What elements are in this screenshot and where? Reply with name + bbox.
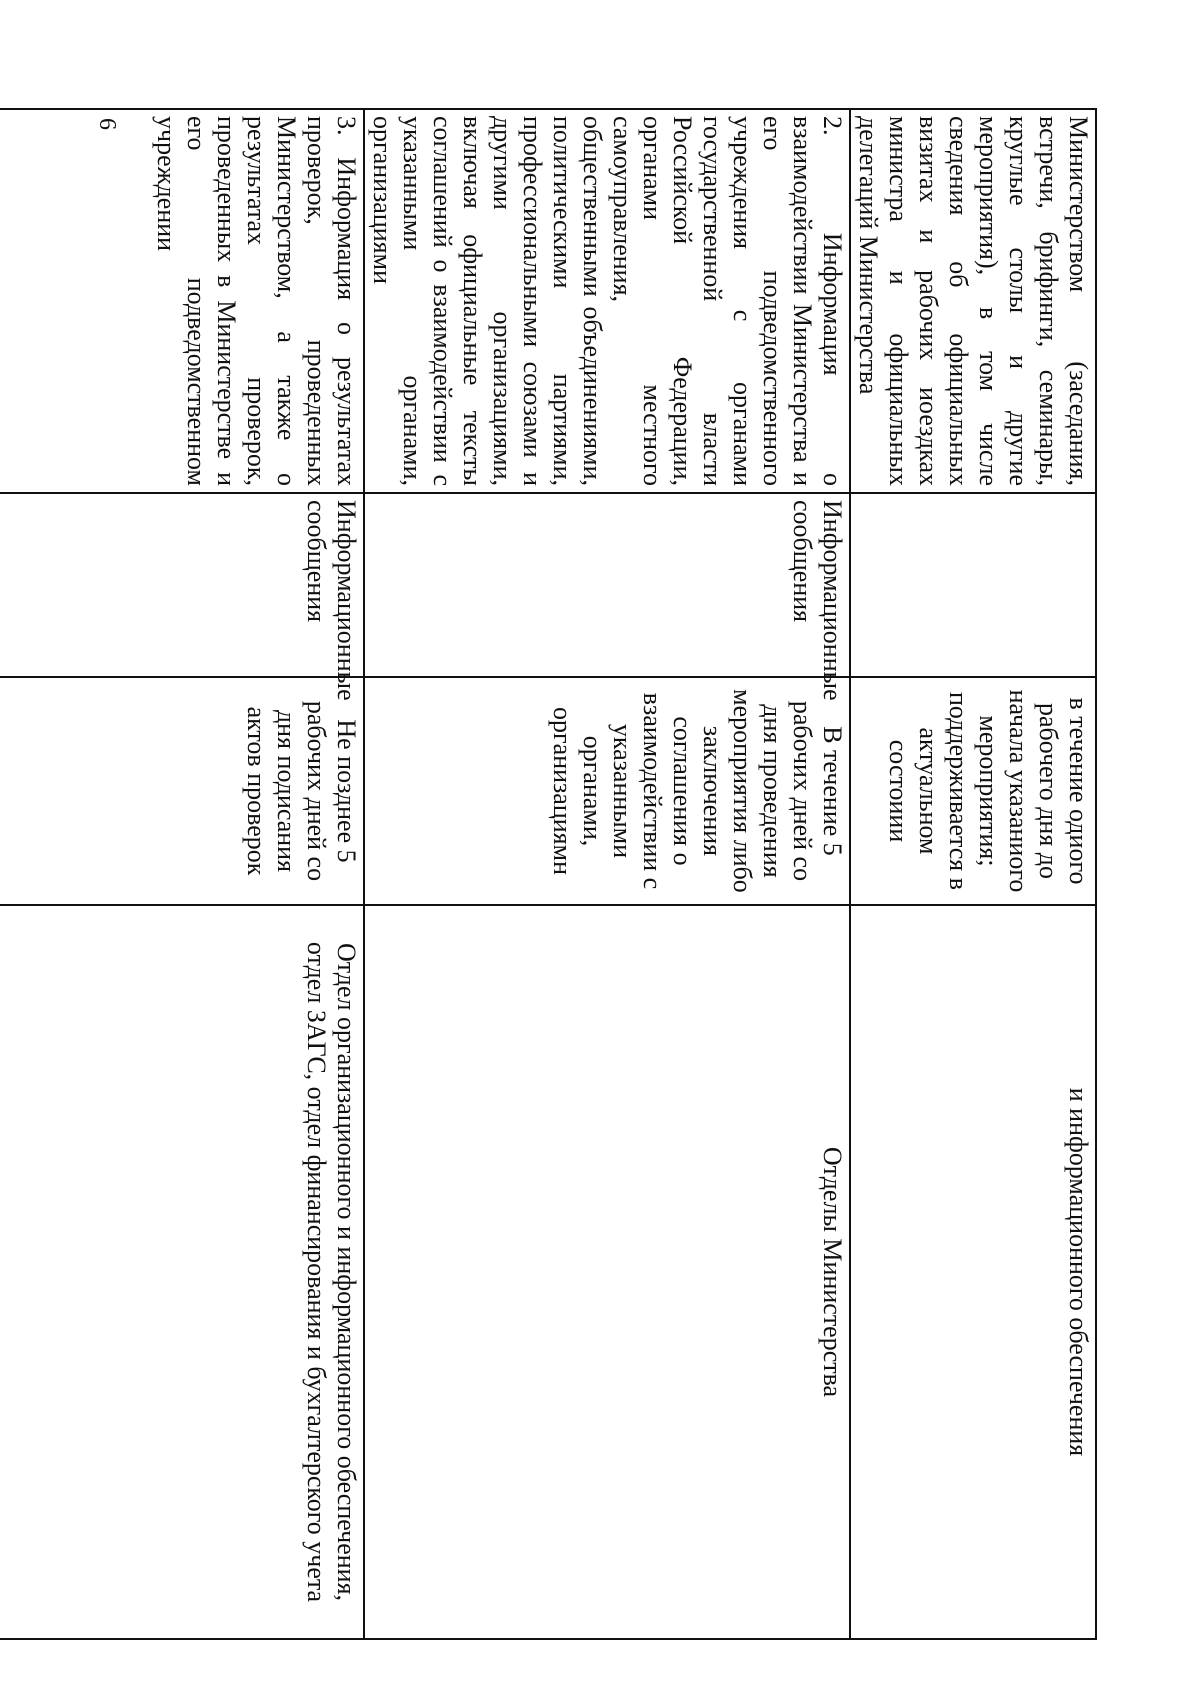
table-row [0, 109, 364, 1639]
table-row [850, 109, 1096, 1639]
row-2-deadline: В течение 5 рабочих дней со дня проведения мероприятия либо заключения соглашения о взаимодействии с указанными органами, организациямн [364, 677, 850, 905]
row-2-responsible: Отделы Министерства [364, 905, 850, 1639]
information-table [0, 108, 1097, 1640]
row-1-deadline: в течение одиого рабочего дня до начала указаниого мероприятия; поддерживается в актуальном состоиии [850, 677, 1096, 905]
row-3-form: Информационные сообщения [0, 493, 364, 677]
row-3-topic: 3. Информация о результатах проверок, проведенных Министерством, а также о результатах проверок, проведенных в Министерстве и его подведомственном учреждении [0, 109, 364, 493]
row-1-topic: Министерством (заседания, встречи, брифинги, семинары, круглые столы и другие мероприятия), в том числе сведения об официальных визитах и рабочих иоездках министра и официальных делегаций Министерства [850, 109, 1096, 493]
rotated-table-wrapper [145, 108, 1097, 1640]
page-number: 6 [94, 118, 120, 130]
row-1-form [850, 493, 1096, 677]
row-3-responsible: Отдел организационного и информационного обеспечения, отдел ЗАГС, отдел финансирования и бухгалтерского учета [0, 905, 364, 1639]
row-2-form: Информационные сообщения [364, 493, 850, 677]
row-1-responsible: и информационного обеспечения [850, 905, 1096, 1639]
table-row [364, 109, 850, 1639]
row-3-deadline: Не позднее 5 рабочих дней со дня подисания актов проверок [0, 677, 364, 905]
row-2-topic: 2. Информация о взаимодействии Министерства и его подведомственного учреждения с органами государственной власти Российской Федерации, органами местного самоуправления, общественными объединениями, политическими партиями, профессиональными союзами и другими организациями, включая официальные тексты соглашений о взаимодействии с указанными органами, организациями [364, 109, 850, 493]
